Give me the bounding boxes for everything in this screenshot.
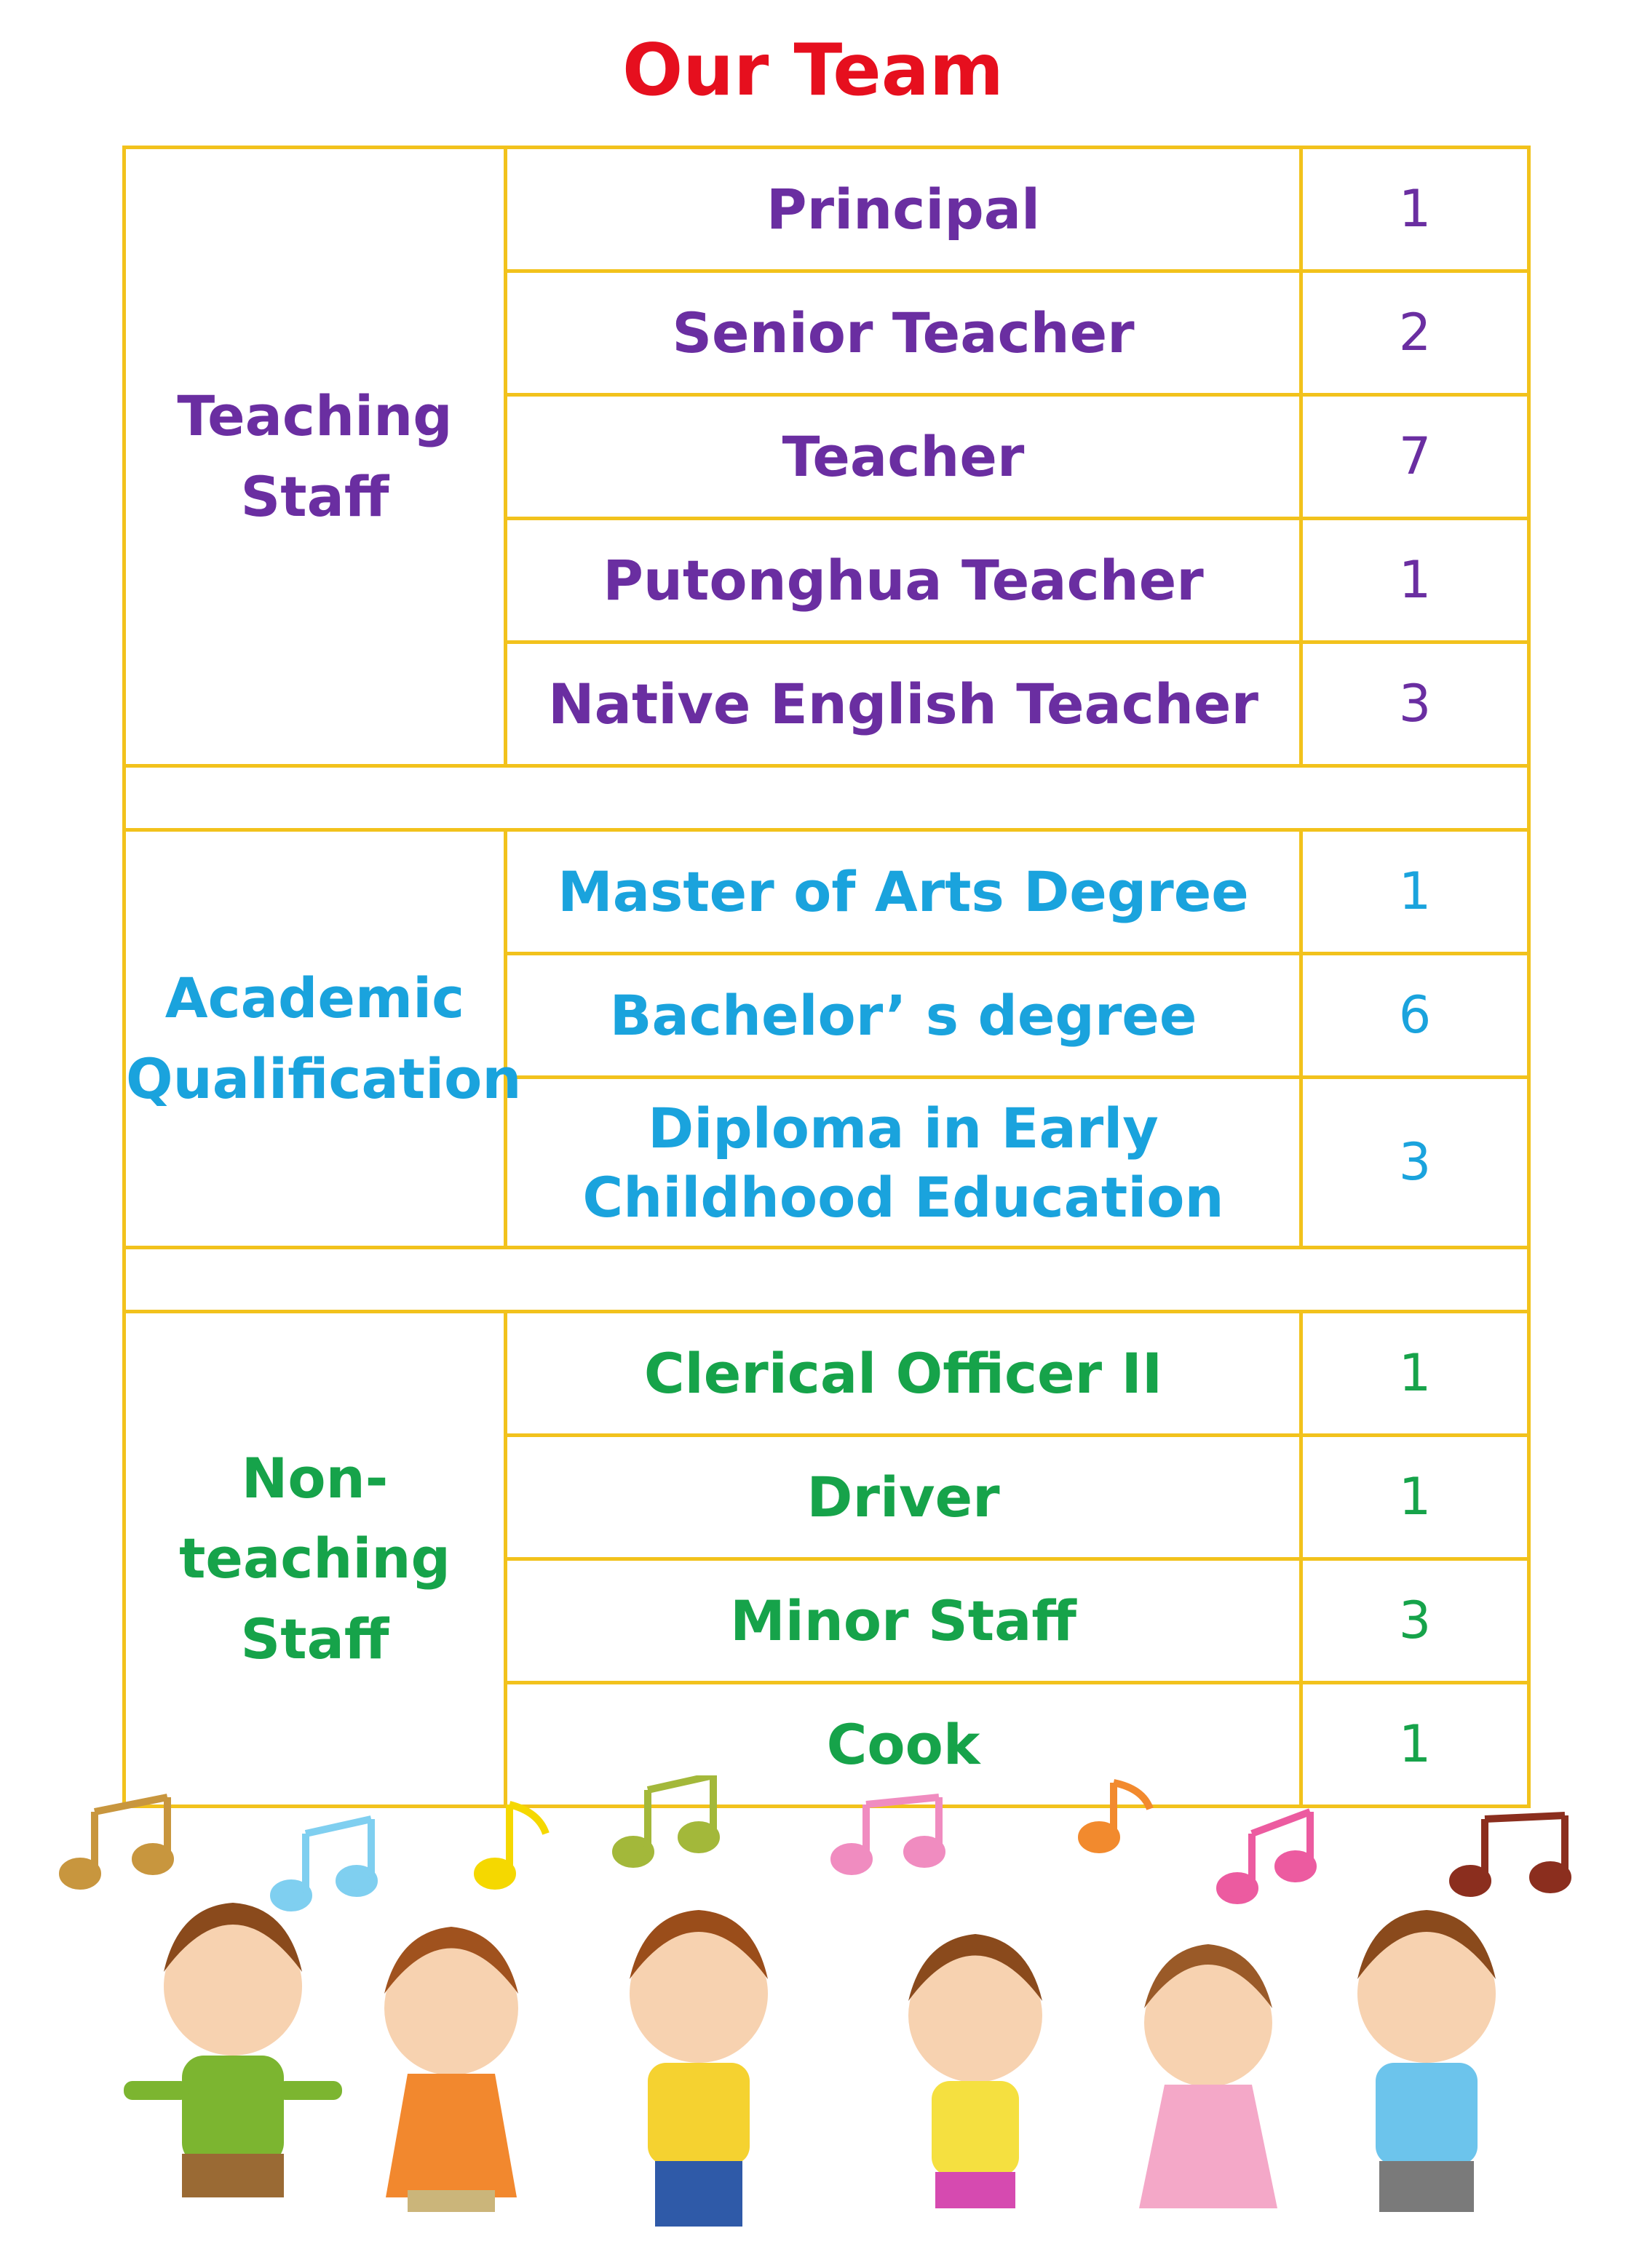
table-row xyxy=(124,830,1529,954)
role-cell: Diploma in Early Childhood Education xyxy=(506,1078,1301,1248)
music-note-icon xyxy=(1082,1783,1150,1850)
count-cell: 3 xyxy=(1301,642,1529,766)
music-note-icon xyxy=(1453,1815,1568,1893)
spacer-row xyxy=(124,766,1529,830)
music-note-icon xyxy=(63,1797,170,1886)
role-cell: Driver xyxy=(506,1436,1301,1559)
count-cell: 1 xyxy=(1301,1312,1529,1436)
music-note-icon xyxy=(274,1819,374,1908)
count-cell: 1 xyxy=(1301,519,1529,642)
count-cell: 3 xyxy=(1301,1078,1529,1248)
section-label-academic-qualification: Academic Qualification xyxy=(124,830,506,1248)
role-cell: Clerical Officer II xyxy=(506,1312,1301,1436)
role-cell: Putonghua Teacher xyxy=(506,519,1301,642)
spacer-cell xyxy=(124,766,1529,830)
count-cell: 7 xyxy=(1301,395,1529,519)
count-cell: 2 xyxy=(1301,271,1529,395)
table-row xyxy=(124,1312,1529,1436)
role-cell: Minor Staff xyxy=(506,1559,1301,1683)
role-cell: Principal xyxy=(506,148,1301,271)
count-cell: 1 xyxy=(1301,830,1529,954)
role-cell: Senior Teacher xyxy=(506,271,1301,395)
role-cell: Native English Teacher xyxy=(506,642,1301,766)
role-cell: Bachelor’ s degree xyxy=(506,954,1301,1078)
child-figure xyxy=(1139,1944,1277,2208)
count-cell: 1 xyxy=(1301,1436,1529,1559)
team-table xyxy=(122,146,1531,1808)
child-figure xyxy=(908,1934,1042,2208)
table-row xyxy=(124,148,1529,271)
music-note-icon xyxy=(616,1775,716,1864)
role-cell: Teacher xyxy=(506,395,1301,519)
music-note-icon xyxy=(834,1797,942,1871)
spacer-cell xyxy=(124,1248,1529,1312)
section-label-teaching-staff: Teaching Staff xyxy=(124,148,506,766)
section-label-non-teaching-staff: Non- teaching Staff xyxy=(124,1312,506,1807)
role-cell: Cook xyxy=(506,1683,1301,1807)
child-figure xyxy=(630,1910,768,2227)
count-cell: 1 xyxy=(1301,1683,1529,1807)
music-note-icon xyxy=(1220,1812,1313,1901)
music-note-icon xyxy=(477,1805,546,1886)
children-illustration xyxy=(0,1775,1626,2268)
page-title: Our Team xyxy=(622,29,1004,112)
count-cell: 1 xyxy=(1301,148,1529,271)
role-cell: Master of Arts Degree xyxy=(506,830,1301,954)
count-cell: 3 xyxy=(1301,1559,1529,1683)
child-figure xyxy=(1357,1910,1496,2212)
count-cell: 6 xyxy=(1301,954,1529,1078)
child-figure xyxy=(124,1903,342,2197)
child-figure xyxy=(384,1927,518,2212)
spacer-row xyxy=(124,1248,1529,1312)
